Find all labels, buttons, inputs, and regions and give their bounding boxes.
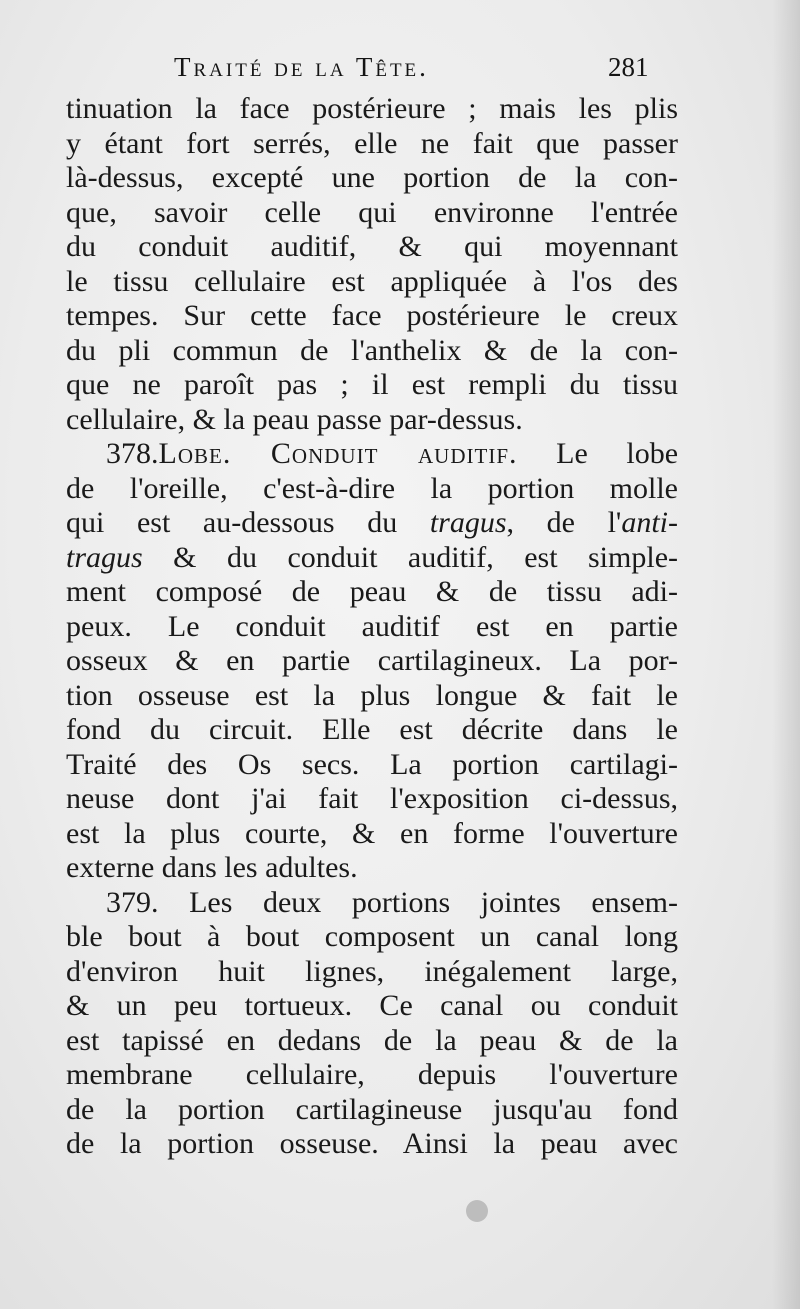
section-heading: Lobe. Conduit auditif. [158, 437, 518, 470]
text-line: est tapissé en dedans de la peau & de la [66, 1023, 678, 1057]
text-line: de la portion cartilagineuse jusqu'au fond [66, 1092, 678, 1126]
text-line: d'environ huit lignes, inégalement large, [66, 954, 678, 988]
section-number: 378. [106, 437, 159, 470]
text-line: ment composé de peau & de tissu adi- [66, 575, 678, 608]
text-line [66, 506, 678, 541]
text-line: neuse dont j'ai fait l'exposition ci-dessus, [66, 782, 678, 815]
ink-spot [466, 1200, 488, 1222]
text-line: membrane cellulaire, depuis l'ouverture [66, 1058, 678, 1091]
text-fragment: qui est au-dessous du [66, 506, 398, 539]
text-line: que ne paroît pas ; il est rempli du tissu [66, 368, 678, 401]
text-line: de l'oreille, c'est-à-dire la portion molle [66, 471, 678, 505]
text-line: tempes. Sur cette face postérieure le creux [66, 299, 678, 332]
section-378-first-line [66, 437, 678, 472]
text-line: externe dans les adultes. [66, 851, 358, 884]
text-line: tinuation la face postérieure ; mais les plis [66, 92, 678, 125]
text-line: du conduit auditif, & qui moyennant [66, 230, 678, 263]
page-edge-shadow [772, 0, 800, 1309]
text-line: cellulaire, & la peau passe par-dessus. [66, 402, 523, 436]
text-line: y étant fort serrés, elle ne fait que passer [66, 126, 678, 160]
text-line: fond du circuit. Elle est décrite dans le [66, 713, 678, 746]
text-line: peux. Le conduit auditif est en partie [66, 609, 678, 643]
text-line: & un peu tortueux. Ce canal ou conduit [66, 989, 678, 1022]
page-number: 281 [608, 52, 649, 82]
text-line: osseux & en partie cartilagineux. La por- [66, 644, 678, 677]
text-line: que, savoir celle qui environne l'entrée [66, 195, 678, 229]
text-line: là-dessus, excepté une portion de la con- [66, 161, 678, 194]
running-head [66, 52, 678, 92]
text-line: est la plus courte, & en forme l'ouverture [66, 816, 678, 850]
italic-term: tragus [429, 506, 507, 539]
text-line: le tissu cellulaire est appliquée à l'os des [66, 264, 678, 298]
italic-term: tragus [66, 540, 143, 574]
body-text [66, 92, 678, 1162]
section-379-first-line: 379. Les deux portions jointes ensem- [106, 885, 678, 919]
text-line: de la portion osseuse. Ainsi la peau avec [66, 1127, 678, 1160]
text-fragment: Le lobe [556, 437, 679, 470]
text-line: ble bout à bout composent un canal long [66, 920, 678, 953]
text-line: tion osseuse est la plus longue & fait le [66, 678, 678, 712]
text-fragment: & du conduit auditif, est simple- [173, 540, 678, 574]
text-line: du pli commun de l'anthelix & de la con- [66, 333, 678, 367]
text-line: Traité des Os secs. La portion cartilagi- [66, 747, 678, 781]
running-title: Traité de la Tête. [174, 52, 429, 82]
text-line [66, 541, 678, 576]
text-fragment: , de l' [506, 506, 622, 539]
italic-term: anti- [621, 506, 679, 539]
